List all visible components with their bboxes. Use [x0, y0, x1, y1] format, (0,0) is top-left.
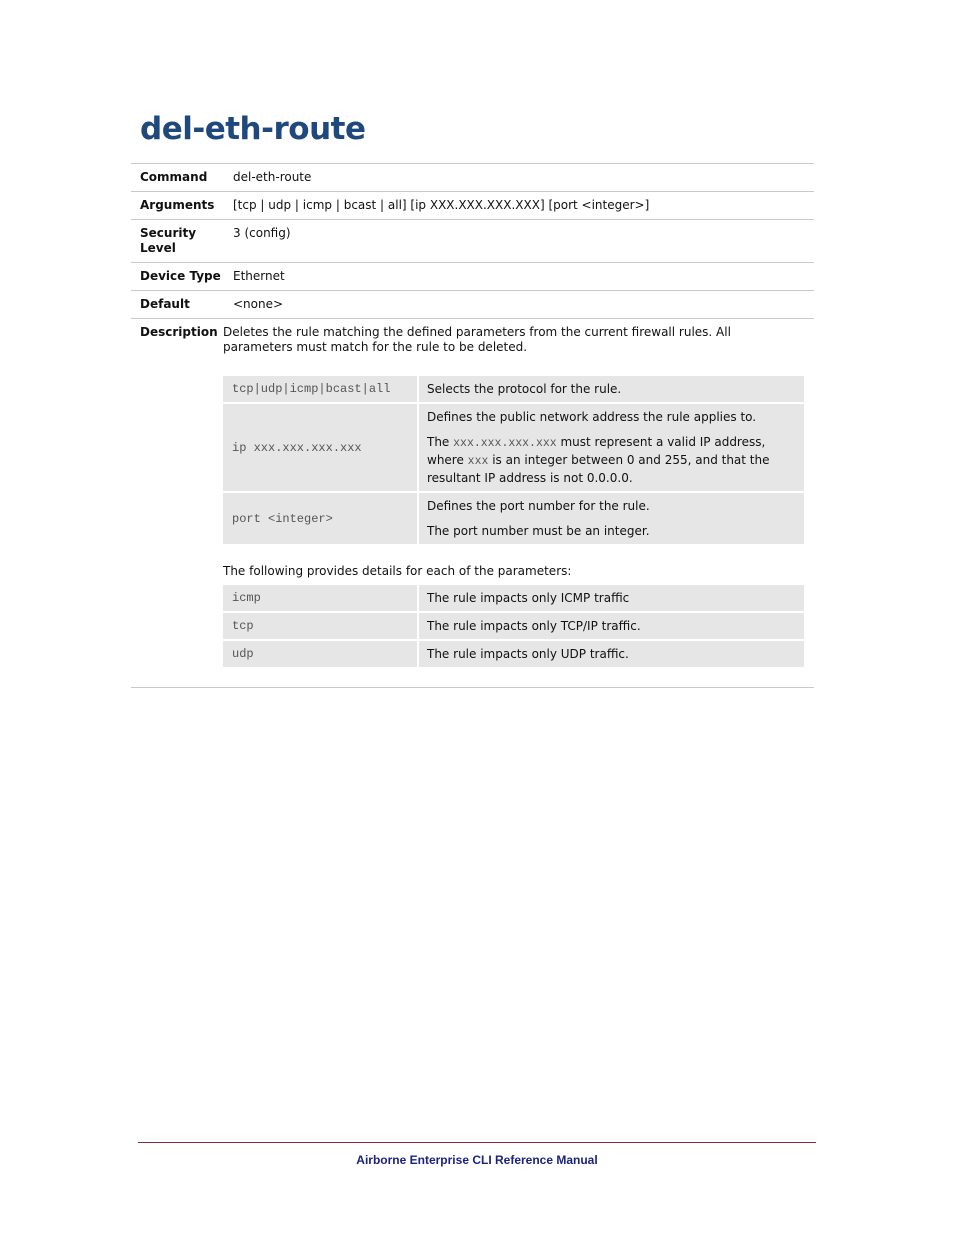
page-title: del-eth-route [140, 111, 366, 147]
default-value: <none> [233, 297, 284, 311]
param-line: Selects the protocol for the rule. [427, 382, 622, 396]
command-row [131, 164, 814, 192]
detail-value: The rule impacts only TCP/IP traffic. [419, 613, 804, 639]
description-text: Deletes the rule matching the defined parameters from the current firewall rules. All parameters must match for the rule to be deleted. [223, 325, 731, 354]
param-line: The port number must be an integer. [427, 524, 650, 538]
param-text: must represent a valid IP address, where [427, 435, 766, 467]
table-row [223, 493, 804, 544]
arguments-row [131, 192, 814, 220]
param-value [419, 376, 804, 402]
param-key: port <integer> [223, 493, 419, 544]
details-intro: The following provides details for each of the parameters: [223, 564, 572, 578]
param-code: xxx.xxx.xxx.xxx [453, 437, 557, 450]
command-label: Command [140, 170, 208, 184]
details-table [223, 583, 804, 669]
footer-title: Airborne Enterprise CLI Reference Manual [356, 1153, 598, 1167]
table-row [223, 585, 804, 611]
security-level-value: 3 (config) [233, 226, 291, 240]
footer-divider [138, 1142, 816, 1143]
parameter-table [223, 374, 804, 546]
table-row [223, 404, 804, 491]
arguments-value: [tcp | udp | icmp | bcast | all] [ip XXX.XXX.XXX.XXX] [port <integer>] [233, 198, 650, 212]
param-line: Defines the public network address the rule applies to. [427, 410, 757, 424]
command-value: del-eth-route [233, 170, 312, 184]
description-label: Description [140, 325, 218, 339]
detail-key: icmp [223, 585, 419, 611]
security-level-label: Security Level [140, 226, 197, 255]
table-row [223, 376, 804, 402]
param-text: is an integer between 0 and 255, and that the resultant IP address is not 0.0.0.0. [427, 453, 770, 485]
command-spec-table [131, 163, 814, 688]
security-level-row [131, 220, 814, 263]
arguments-label: Arguments [140, 198, 215, 212]
param-value [419, 404, 804, 491]
table-row [223, 641, 804, 667]
description-row [131, 319, 814, 687]
param-line [427, 434, 796, 486]
param-value [419, 493, 804, 544]
description-body [223, 319, 814, 687]
detail-key: udp [223, 641, 419, 667]
param-text: The [427, 435, 454, 449]
param-code: xxx [467, 455, 489, 468]
default-row [131, 291, 814, 319]
table-row [223, 613, 804, 639]
detail-value: The rule impacts only UDP traffic. [419, 641, 804, 667]
param-line: Defines the port number for the rule. [427, 499, 650, 513]
device-type-row [131, 263, 814, 291]
device-type-value: Ethernet [233, 269, 285, 283]
device-type-label: Device Type [140, 269, 221, 283]
param-key: tcp|udp|icmp|bcast|all [223, 376, 419, 402]
param-key: ip xxx.xxx.xxx.xxx [223, 404, 419, 491]
detail-value: The rule impacts only ICMP traffic [419, 585, 804, 611]
detail-key: tcp [223, 613, 419, 639]
default-label: Default [140, 297, 190, 311]
